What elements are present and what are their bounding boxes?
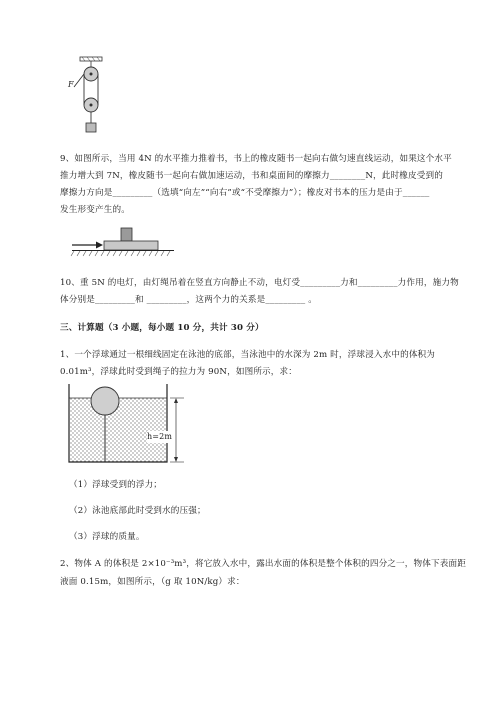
q10-line-1: 10、重 5N 的电灯，由灯绳吊着在竖直方向静止不动，电灯受_________力和_________力作用，施力物: [60, 278, 459, 288]
pulley-figure: [62, 55, 112, 137]
p1-line-2: 0.01m³，浮球此时受到绳子的拉力为 90N，如图所示，求：: [60, 367, 298, 377]
p1-question-3: （3）浮球的质量。: [69, 532, 145, 542]
book-eraser-figure: [70, 224, 180, 262]
q9-line-4: 发生形变产生的。: [60, 205, 130, 215]
section-heading: 三、计算题（3 小题，每小题 10 分，共计 30 分）: [60, 323, 264, 333]
pool-float-figure: [66, 382, 191, 468]
p1-line-1: 1、一个浮球通过一根细线固定在泳池的底部，当泳池中的水深为 2m 时，浮球浸入水中的体积为: [60, 350, 436, 360]
force-label: F: [68, 80, 74, 89]
p1-question-2: （2）泳池底部此时受到水的压强；: [69, 506, 206, 516]
pool-depth-label: h=2m: [147, 432, 173, 441]
p2-line-1: 2、物体 A 的体积是 2×10⁻³m³，将它放入水中，露出水面的体积是整个体积的四分之一，物体下表面距: [60, 559, 467, 569]
q9-line-2: 推力增大到 7N，橡皮随书一起向右做加速运动，书和桌面间的摩擦力________N，此时橡皮受到的: [60, 171, 443, 181]
p1-question-1: （1）浮球受到的浮力；: [69, 480, 163, 490]
p2-line-2: 液面 0.15m，如图所示，（g 取 10N/kg）求：: [60, 577, 245, 587]
q9-line-3: 摩擦力方向是_________（选填“向左”“向右”或“不受摩擦力”）；橡皮对书本的压力是由于______: [60, 188, 430, 198]
q10-line-2: 体分别是_________和 _________，这两个力的关系是_________ 。: [60, 295, 317, 305]
q9-line-1: 9、如图所示，当用 4N 的水平推力推着书，书上的橡皮随书一起向右做匀速直线运动，如果这个水平: [60, 154, 452, 164]
